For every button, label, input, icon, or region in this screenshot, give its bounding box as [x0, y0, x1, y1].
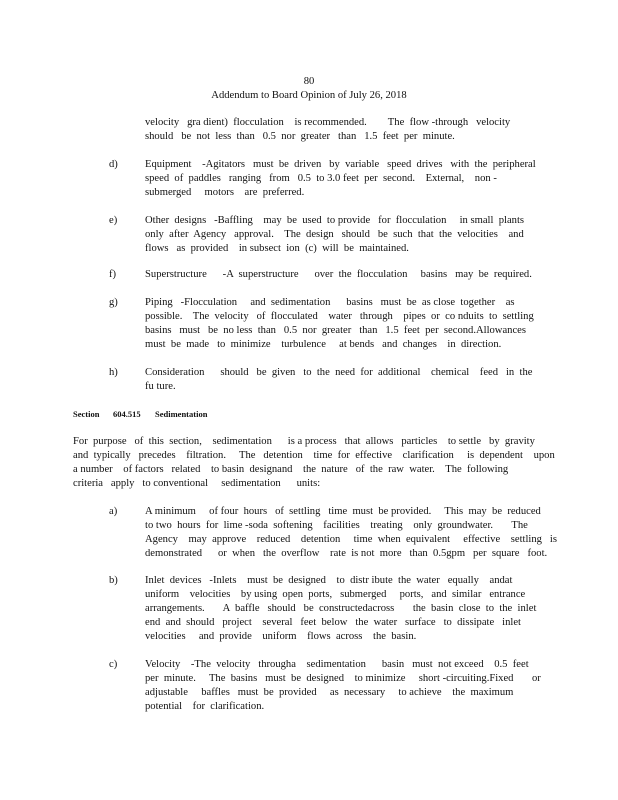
section-intro: For purpose of this section, sedimentation is a process that allows particles to settle by gravity and typically precedes filtration. The detention time for effective clarification is dependent upon a number of factors related to basin designand the nature of the raw water. The following criteria apply to conventional sedimentation units: [73, 436, 555, 489]
section-heading [73, 407, 207, 421]
continuation-paragraph: velocity gra dient) flocculation is recommended. The flow -through velocity should be not less than 0.5 nor greater than 1.5 feet per minute. [145, 117, 511, 142]
section-label: Section [73, 409, 100, 419]
item-label-e: e) [109, 215, 118, 226]
item-text-b: Inlet devices -Inlets must be designed to distr ibute the water equally andat uniform velocities by using open ports, submerged ports, and similar entrance arrangements. A baffle should be constructedacross the basin close to the inlet end and should project several feet below the water surface to dissipate inlet velocities and provide uniform flows across the basin. [145, 575, 537, 642]
section-number: 604.515 [113, 409, 141, 419]
item-label-h: h) [109, 367, 118, 378]
item-text-c: Velocity -The velocity througha sedimentation basin must not exceed 0.5 feet per minute. The basins must be designed to minimize short -circuiting.Fixed or adjustable baffles must be provided as necessary to achieve the maximum potential for clarification. [145, 659, 541, 712]
item-text-f: Superstructure -A superstructure over the flocculation basins may be required. [145, 269, 532, 280]
item-label-d: d) [109, 159, 118, 170]
section-title: Sedimentation [155, 409, 208, 419]
item-label-a: a) [109, 506, 118, 517]
item-text-d: Equipment -Agitators must be driven by variable speed drives with the peripheral speed of paddles ranging from 0.5 to 3.0 feet per second. External, non - submerged motors are preferred. [145, 159, 536, 198]
item-text-e: Other designs -Baffling may be used to provide for flocculation in small plants only after Agency approval. The design should be such that the velocities and flows as provided in subsect ion (c) will be maintained. [145, 215, 525, 254]
document-header: Addendum to Board Opinion of July 26, 2018 [211, 90, 407, 101]
item-text-g: Piping -Flocculation and sedimentation basins must be as close together as possible. The velocity of flocculated water through pipes or co nduits to settling basins must be no less than 0.5 nor greater than 1.5 feet per second.Allowances must be made to minimize turbulence at bends and changes in direction. [145, 297, 534, 350]
item-text-a: A minimum of four hours of settling time must be provided. This may be reduced to two hours for lime -soda softening facilities treating only groundwater. The Agency may approve reduced detention time when equivalent effective settling is demonstrated or when the overflow rate is not more than 0.5gpm per square foot. [145, 506, 557, 559]
item-label-b: b) [109, 575, 118, 586]
page-number: 80 [303, 76, 315, 87]
item-text-h: Consideration should be given to the need for additional chemical feed in the fu ture. [145, 367, 533, 392]
item-label-g: g) [109, 297, 118, 308]
item-label-c: c) [109, 659, 118, 670]
item-label-f: f) [109, 269, 117, 280]
